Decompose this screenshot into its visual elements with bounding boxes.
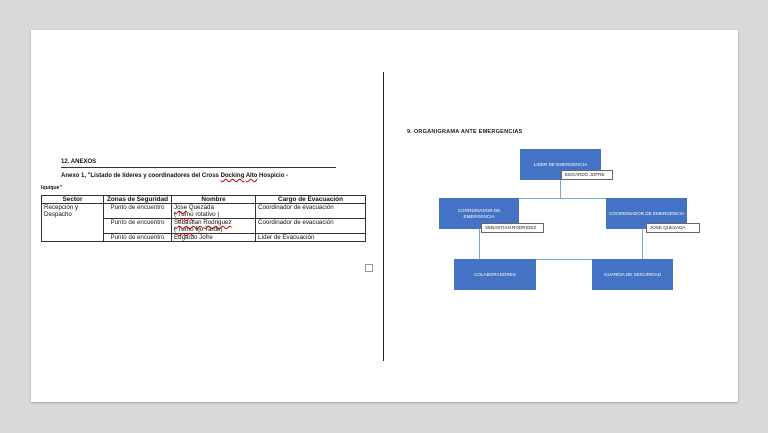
name-cell: Edgardo Jofre <box>172 234 256 242</box>
coordinator-right-name-tag: JOSE QUEZADA <box>646 223 700 233</box>
zone-cell: Punto de encuentro <box>104 219 172 234</box>
header-name: Nombre <box>172 196 256 204</box>
zone-cell: Punto de encuentro <box>104 234 172 242</box>
role-cell: Coordinador de evacuación <box>256 204 366 219</box>
connector-line <box>479 229 480 259</box>
connector-line <box>560 180 561 198</box>
connector-line <box>642 229 643 259</box>
table-resize-handle[interactable] <box>365 264 373 272</box>
annex-subtitle-line2: Iquique" <box>41 185 62 191</box>
zone-cell: Punto de encuentro <box>104 204 172 219</box>
security-guard-box: GUARDIA DE SEGURIDAD <box>592 259 673 290</box>
page-divider <box>383 72 384 361</box>
header-zones: Zonas de Seguridad <box>104 196 172 204</box>
annex-heading-rule <box>61 167 336 168</box>
name-cell: Sebastian Rodriguez ( Turno fijo Tarde) <box>172 219 256 234</box>
collaborators-box: COLABORADORES <box>454 259 536 290</box>
table-row <box>42 204 366 219</box>
annex-heading: 12. ANEXOS <box>61 159 97 165</box>
header-role: Cargo de Evacuación <box>256 196 366 204</box>
leader-box: LIDER DE EMERGENCIA <box>520 149 601 180</box>
role-cell: Líder de Evacuación <box>256 234 366 242</box>
leaders-table <box>41 195 366 242</box>
name-cell: Jose Quezada ( Turno rotativo ) <box>172 204 256 219</box>
sector-cell: Recepción y Despacho <box>42 204 104 242</box>
table-header-row <box>42 196 366 204</box>
leader-name-tag: EDGARDO JOFRE <box>561 170 613 180</box>
role-cell: Coordinador de evacuación <box>256 219 366 234</box>
header-sector: Sector <box>42 196 104 204</box>
coordinator-right-box: COORDINADOR DE EMERGENCIA <box>606 198 687 229</box>
coordinator-left-name-tag: SEBASTIAN RODRIGEZ <box>481 223 544 233</box>
coordinator-left-box: COORDINADOR DE EMERGENCIA <box>439 198 519 229</box>
org-chart-heading: 9. ORGANIGRAMA ANTE EMERGENCIAS <box>407 129 523 135</box>
annex-subtitle: Anexo 1, "Listado de líderes y coordinadores del Cross Docking Alto Hospicio - <box>61 173 289 179</box>
